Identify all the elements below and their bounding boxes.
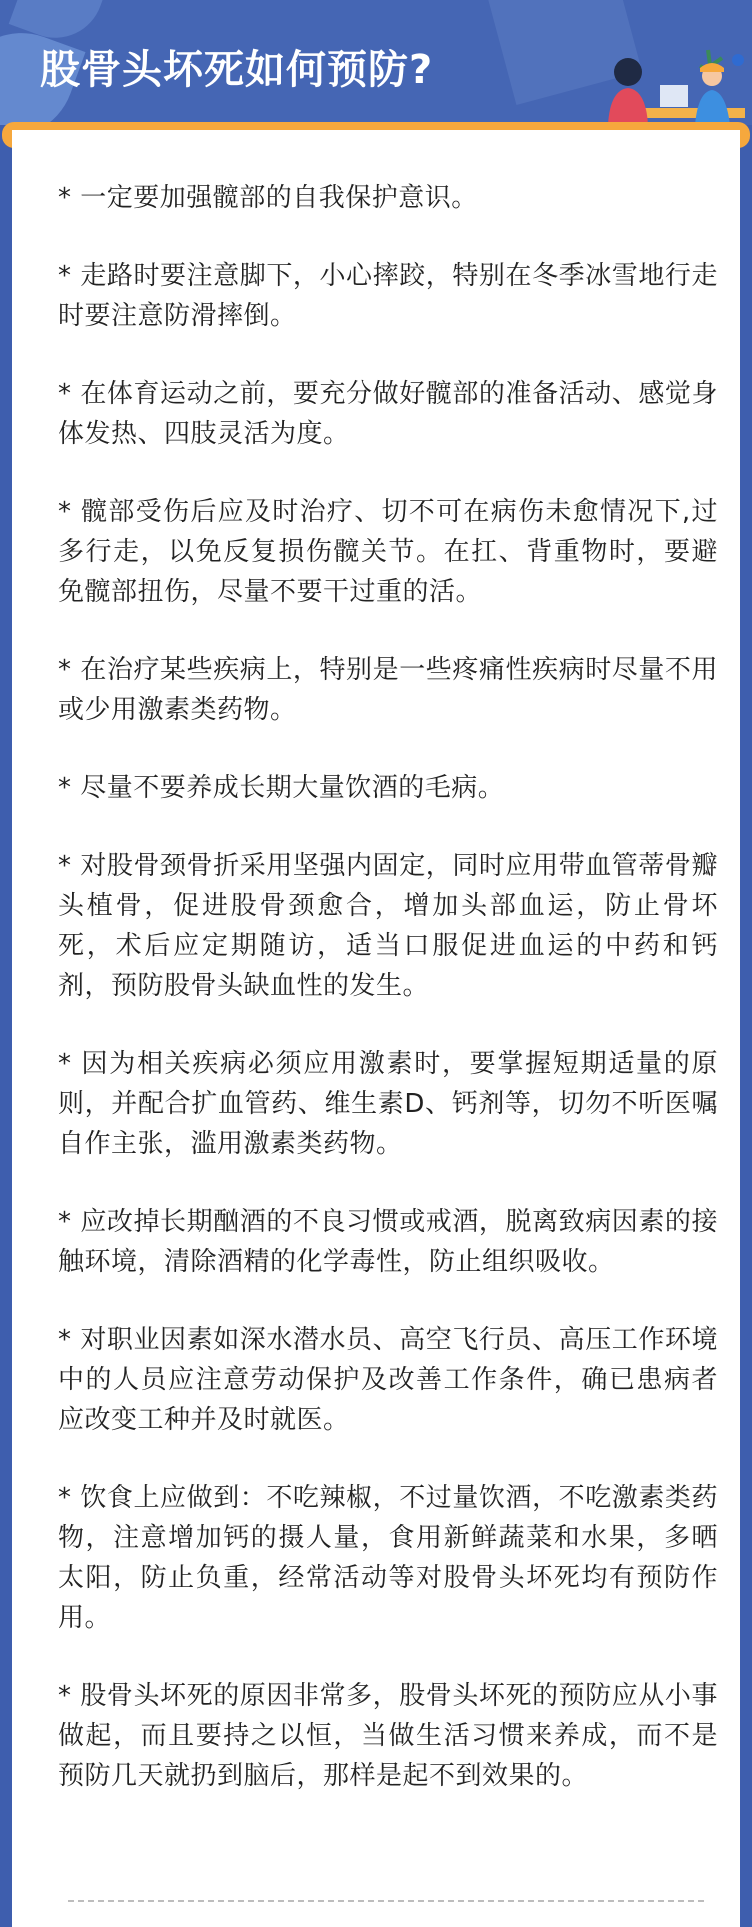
header-banner: [0, 0, 752, 125]
list-item: * 尽量不要养成长期大量饮酒的毛病。: [58, 773, 505, 803]
list-item: * 对股骨颈骨折采用坚强内固定，同时应用带血管蒂骨瓣头植骨，促进股骨颈愈合，增加头部血运，防止骨坏死，术后应定期随访，适当口服促进血运的中药和钙剂，预防股骨头缺血性的发生。: [58, 851, 718, 1001]
list-item: * 对职业因素如深水潜水员、高空飞行员、高压工作环境中的人员应注意劳动保护及改善工作条件，确已患病者应改变工种并及时就医。: [58, 1325, 718, 1435]
dashed-divider: [68, 1900, 704, 1902]
list-item: * 在体育运动之前，要充分做好髋部的准备活动、感觉身体发热、四肢灵活为度。: [58, 379, 718, 449]
list-item: * 走路时要注意脚下，小心摔跤，特别在冬季冰雪地行走时要注意防滑摔倒。: [58, 261, 718, 331]
tips-list: [58, 178, 718, 1834]
people-at-desk-icon: [600, 30, 750, 125]
list-item: * 应改掉长期酗酒的不良习惯或戒酒，脱离致病因素的接触环境，清除酒精的化学毒性，防止组织吸收。: [58, 1207, 718, 1277]
list-item: * 在治疗某些疾病上，特别是一些疼痛性疾病时尽量不用或少用激素类药物。: [58, 655, 718, 725]
list-item: * 因为相关疾病必须应用激素时，要掌握短期适量的原则，并配合扩血管药、维生素D、钙剂等，切勿不听医嘱自作主张，滥用激素类药物。: [58, 1049, 718, 1159]
page-title: 股骨头坏死如何预防?: [40, 47, 434, 93]
list-item: * 髋部受伤后应及时治疗、切不可在病伤未愈情况下,过多行走，以免反复损伤髋关节。在扛、背重物时，要避免髋部扭伤，尽量不要干过重的活。: [58, 497, 718, 607]
list-item: * 股骨头坏死的原因非常多，股骨头坏死的预防应从小事做起，而且要持之以恒，当做生活习惯来养成，而不是预防几天就扔到脑后，那样是起不到效果的。: [58, 1681, 718, 1791]
list-item: * 饮食上应做到：不吃辣椒，不过量饮酒，不吃激素类药物，注意增加钙的摄人量，食用新鲜蔬菜和水果，多晒太阳，防止负重，经常活动等对股骨头坏死均有预防作用。: [58, 1483, 718, 1633]
list-item: * 一定要加强髋部的自我保护意识。: [58, 183, 478, 213]
